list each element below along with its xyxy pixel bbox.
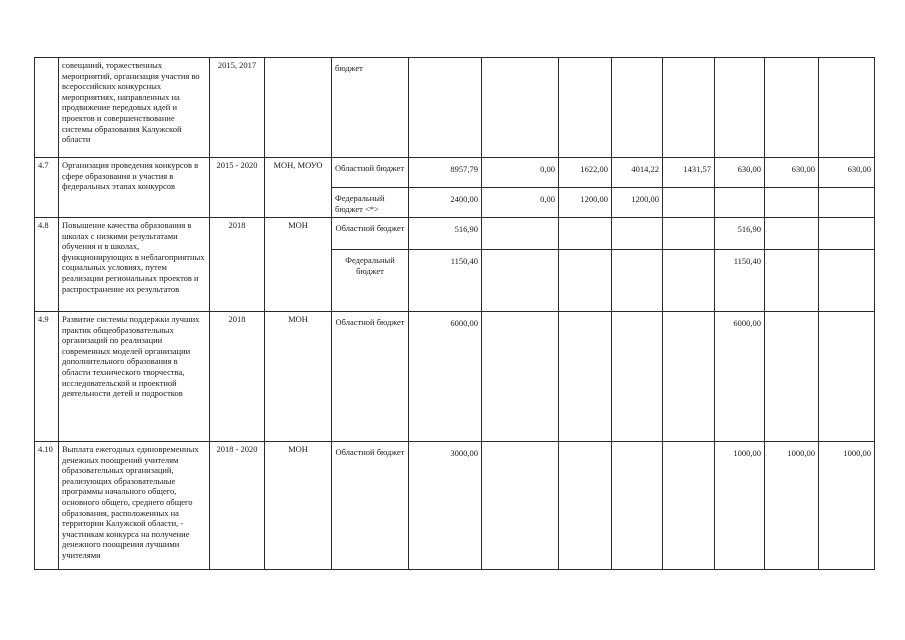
table-row [35, 158, 875, 188]
amount-y2017 [663, 58, 715, 158]
amount-y2016: 1200,00 [612, 188, 663, 218]
amount-y2020 [819, 250, 875, 312]
table-row [35, 58, 875, 158]
executor: МОН [265, 218, 332, 312]
funding-source: Областной бюджет [332, 442, 409, 570]
activity-description: Развитие системы поддержки лучших практик общеобразовательных организаций по реализации современных моделей организации дополнительного образования в области технического творчества, исследовательской и проектной деятельности детей и подростков [59, 312, 210, 442]
amount-y2020: 630,00 [819, 158, 875, 188]
amount-y2018 [715, 188, 765, 218]
implementation-period: 2018 [210, 218, 265, 312]
amount-y2019 [765, 58, 819, 158]
amount-y2018: 630,00 [715, 158, 765, 188]
amount-y2017 [663, 188, 715, 218]
amount-y2017 [663, 218, 715, 250]
amount-y2015 [559, 442, 612, 570]
implementation-period: 2015, 2017 [210, 58, 265, 158]
amount-y2014: 0,00 [482, 188, 559, 218]
amount-total [409, 58, 482, 158]
funding-source: Федеральный бюджет <*> [332, 188, 409, 218]
row-number [35, 58, 59, 158]
amount-y2019: 630,00 [765, 158, 819, 188]
amount-y2019: 1000,00 [765, 442, 819, 570]
amount-y2020 [819, 58, 875, 158]
row-number: 4.8 [35, 218, 59, 312]
row-number: 4.10 [35, 442, 59, 570]
implementation-period: 2015 - 2020 [210, 158, 265, 218]
amount-y2015: 1200,00 [559, 188, 612, 218]
amount-y2016 [612, 250, 663, 312]
amount-y2020 [819, 188, 875, 218]
amount-total: 516,90 [409, 218, 482, 250]
funding-source: Федеральный бюджет [332, 250, 409, 312]
amount-y2016 [612, 312, 663, 442]
table-row [35, 442, 875, 570]
amount-y2015 [559, 312, 612, 442]
amount-y2014 [482, 218, 559, 250]
amount-y2019 [765, 188, 819, 218]
amount-y2018: 516,90 [715, 218, 765, 250]
row-number: 4.7 [35, 158, 59, 218]
activity-description: Организация проведения конкурсов в сфере образования и участия в федеральных этапах конкурсов [59, 158, 210, 218]
amount-y2017: 1431,57 [663, 158, 715, 188]
amount-y2018: 1150,40 [715, 250, 765, 312]
amount-y2014 [482, 58, 559, 158]
amount-y2015: 1622,00 [559, 158, 612, 188]
amount-y2016: 4014,22 [612, 158, 663, 188]
amount-y2019 [765, 218, 819, 250]
amount-y2020: 1000,00 [819, 442, 875, 570]
activity-description: Повышение качества образования в школах с низкими результатами обучения и в школах, функционирующих в неблагоприятных социальных условиях, путем реализации региональных проектов и распространение их результатов [59, 218, 210, 312]
amount-y2020 [819, 218, 875, 250]
amount-y2015 [559, 218, 612, 250]
amount-y2014: 0,00 [482, 158, 559, 188]
table-row [35, 312, 875, 442]
amount-y2014 [482, 250, 559, 312]
amount-total: 8957,79 [409, 158, 482, 188]
amount-total: 6000,00 [409, 312, 482, 442]
amount-total: 3000,00 [409, 442, 482, 570]
amount-y2019 [765, 250, 819, 312]
activity-description: совещаний, торжественных мероприятий, организация участия во всероссийских конкурсных мероприятиях, направленных на продвижение передовых идей и проектов и совершенствование системы образования Калужской области [59, 58, 210, 158]
amount-y2019 [765, 312, 819, 442]
executor: МОН [265, 442, 332, 570]
amount-y2018 [715, 58, 765, 158]
executor: МОН, МОУО [265, 158, 332, 218]
amount-y2018: 1000,00 [715, 442, 765, 570]
amount-y2014 [482, 442, 559, 570]
amount-y2018: 6000,00 [715, 312, 765, 442]
program-activities-table [34, 57, 874, 570]
implementation-period: 2018 [210, 312, 265, 442]
amount-y2015 [559, 58, 612, 158]
amount-total: 1150,40 [409, 250, 482, 312]
funding-source: Областной бюджет [332, 218, 409, 250]
amount-y2017 [663, 312, 715, 442]
table-row [35, 218, 875, 250]
funding-source: Областной бюджет [332, 158, 409, 188]
funding-source: Областной бюджет [332, 312, 409, 442]
row-number: 4.9 [35, 312, 59, 442]
executor [265, 58, 332, 158]
amount-y2017 [663, 442, 715, 570]
amount-total: 2400,00 [409, 188, 482, 218]
amount-y2016 [612, 58, 663, 158]
amount-y2017 [663, 250, 715, 312]
implementation-period: 2018 - 2020 [210, 442, 265, 570]
amount-y2014 [482, 312, 559, 442]
funding-source: бюджет [332, 58, 409, 158]
amount-y2016 [612, 442, 663, 570]
amount-y2020 [819, 312, 875, 442]
amount-y2016 [612, 218, 663, 250]
amount-y2015 [559, 250, 612, 312]
activity-description: Выплата ежегодных единовременных денежных поощрений учителям образовательных организаций, реализующих образовательные программы начального общего, основного общего, среднего общего образования, расположенных на территории Калужской области, - участникам конкурса на получение денежного поощрения лучшими учителями [59, 442, 210, 570]
executor: МОН [265, 312, 332, 442]
